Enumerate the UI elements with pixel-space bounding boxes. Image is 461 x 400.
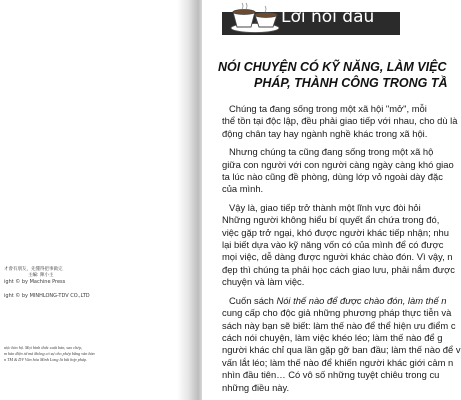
copyright-line: ight © by MINHLONG-TDV CO.,LTD xyxy=(4,293,90,299)
text-line: Chúng ta đang sống trong một xã hội "mở", mỗi xyxy=(229,103,427,114)
notice-line: n TM & DV Văn hóa Minh Long là bất hợp pháp. xyxy=(4,357,88,362)
text-line: đẹp thì chúng ta phải học cách giao lưu, phải nắm được xyxy=(222,263,455,275)
copyright-block xyxy=(4,267,174,299)
text-line: giữa con người với con người càng ngày càng khó giao xyxy=(222,158,454,170)
text-line: nhìn đầu tiên… Có vô số những tuyệt chiêu trong cu xyxy=(222,369,440,381)
text-line: Những người không hiểu bí quyết ẩn chứa trong đó, xyxy=(222,214,440,226)
text-line: động chân tay hay ngành nghề khác trong xã hội. xyxy=(222,127,428,139)
text-line: cách nói chuyện, làm việc khéo léo; làm thế nào để g xyxy=(222,331,443,343)
text-line xyxy=(222,294,447,307)
text-run: Cuốn sách xyxy=(229,294,277,306)
text-line: lại biết dựa vào kỹ năng vốn có của mình để có được xyxy=(222,239,444,251)
title-line: PHÁP, THÀNH CÔNG TRONG TẦ xyxy=(254,75,448,90)
notice-line: m bản điện tử mà không có sự cho phép bằng văn bản xyxy=(4,351,95,356)
copyright-line: ight © by Machine Press xyxy=(4,279,66,285)
left-page xyxy=(0,0,177,400)
book-spine xyxy=(177,0,202,400)
rights-notice xyxy=(4,345,174,363)
text-line: thể tồn tại độc lập, đều phải giao tiếp với nhau, cho dù là xyxy=(222,115,458,127)
body-text xyxy=(222,103,461,394)
text-line: người khác chỉ qua lần gặp gỡ ban đầu; làm thế nào để v xyxy=(222,344,461,356)
text-line: việc gặp trở ngại, khó được người khác tiếp nhận; nhu xyxy=(222,226,449,238)
book-title: Nói thế nào để được chào đón, làm thế n xyxy=(276,294,447,306)
text-line: Vậy là, giao tiếp trở thành một lĩnh vực đòi hỏi xyxy=(229,201,421,213)
text-line: vấn lắt léo; làm thế nào để khiến người khác giới cảm n xyxy=(222,356,454,368)
notice-line: ược bảo hộ. Mọi hình thức xuất bản, sao chép, xyxy=(4,345,83,350)
title-line: NÓI CHUYỆN CÓ KỸ NĂNG, LÀM VIỆC xyxy=(218,60,447,74)
text-line: chuyện và làm việc. xyxy=(222,276,305,288)
translator-line: 主編: 陳小主 xyxy=(28,273,54,278)
text-line: của mình. xyxy=(222,183,264,195)
copyright-line: 才會有朋友，先懂得把事做完 xyxy=(4,267,63,272)
page-heading: Lời nói đầu xyxy=(281,7,375,27)
text-line: cung cấp cho độc giả những phương pháp thực tiễn và xyxy=(222,307,452,319)
text-line: mọi việc, dễ dàng được người khác chào đón. Vì vậy, n xyxy=(222,251,453,263)
text-line: Nhưng chúng ta cũng đang sống trong một xã hộ xyxy=(229,146,434,158)
coffee-cups-icon xyxy=(228,0,282,34)
chapter-title xyxy=(218,60,448,91)
text-line: những điều này. xyxy=(222,381,290,393)
text-line: ta lúc nào cũng đề phòng, dùng lớp vỏ ngoài dày đặc xyxy=(222,171,443,183)
text-line: sách này bạn sẽ biết: làm thế nào để thể hiện ưu điểm c xyxy=(222,319,456,331)
